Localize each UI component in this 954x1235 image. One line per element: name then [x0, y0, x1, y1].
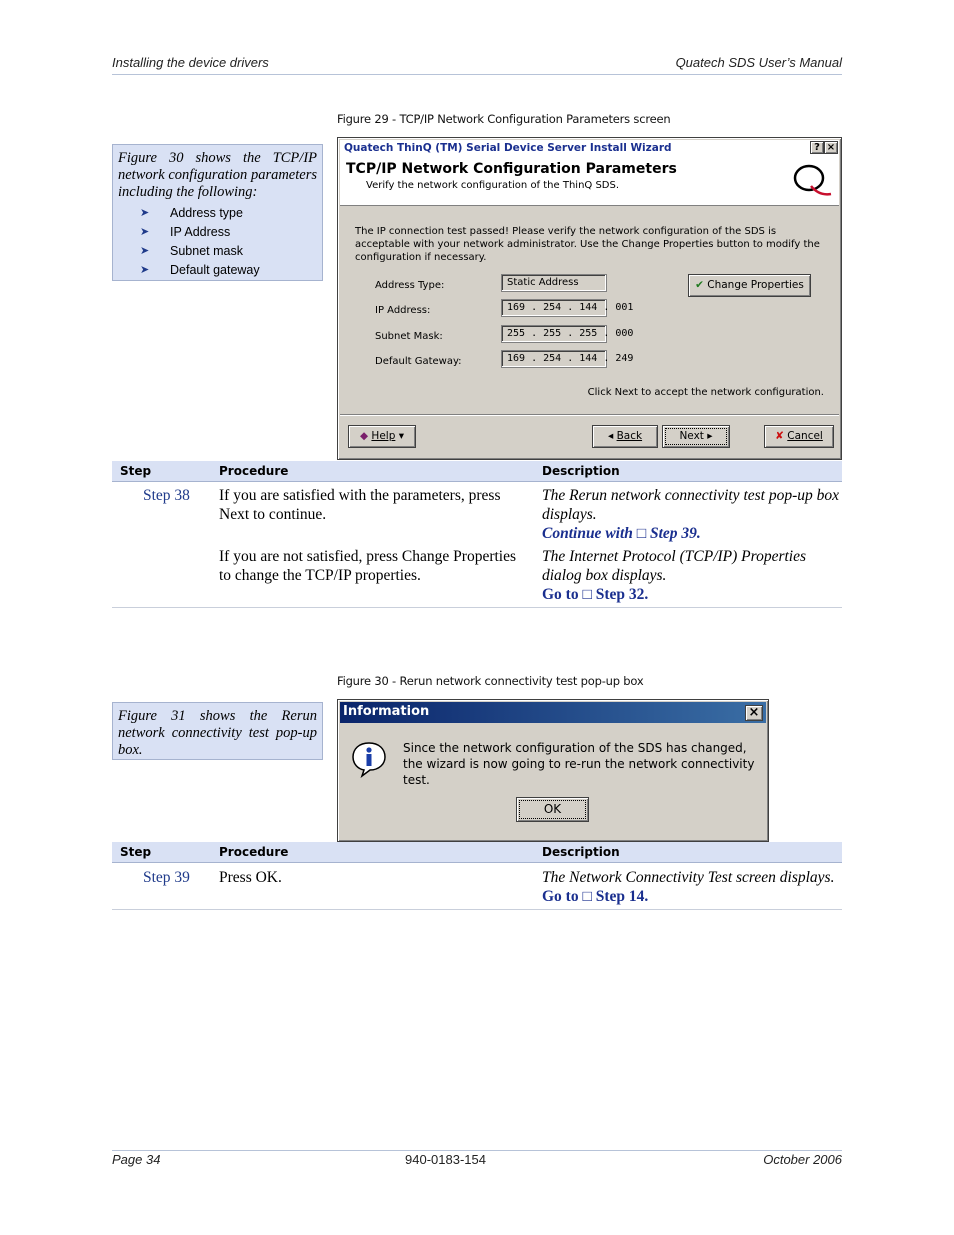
parameter-list: [118, 204, 317, 280]
default-gateway-field: 169 . 254 . 144 . 249: [501, 350, 607, 368]
ok-button[interactable]: OK: [516, 797, 589, 822]
wizard-subheading: Verify the network configuration of the ThinQ SDS.: [366, 180, 620, 191]
sidebox-text: Figure 30 shows the TCP/IP network configuration parameters including the following:: [118, 150, 317, 200]
wizard-heading: TCP/IP Network Configuration Parameters: [346, 161, 677, 177]
information-title: Information: [343, 704, 430, 719]
address-type-label: Address Type:: [375, 280, 445, 291]
description-text: The Internet Protocol (TCP/IP) Properties dialog box displays. Go to □ Step 32.: [542, 547, 842, 604]
sidebox-text: Figure 31 shows the Rerun network connectivity test pop-up box.: [118, 708, 317, 758]
quatech-logo-icon: [791, 162, 833, 198]
step-column-header: Step: [120, 464, 152, 478]
information-titlebar: [340, 702, 766, 723]
help-question-button[interactable]: ?: [810, 141, 824, 154]
figure-29-caption: Figure 29 - TCP/IP Network Configuration Parameters screen: [337, 112, 671, 126]
step-column-header: Step: [120, 845, 152, 859]
figure-31-sidebox: [112, 702, 323, 760]
procedure-text: Press OK.: [219, 869, 282, 886]
help-book-icon: ◆: [360, 430, 369, 442]
page-number: Page 34: [112, 1152, 161, 1167]
next-arrow-icon: ▸: [707, 430, 713, 442]
information-dialog: [337, 699, 769, 842]
procedure-column-header: Procedure: [219, 845, 289, 859]
button-separator: [340, 414, 839, 416]
step-39-label: Step 39: [143, 869, 190, 886]
list-item: ➤ Subnet mask: [140, 242, 317, 261]
description-column-header: Description: [542, 845, 620, 859]
subnet-mask-field: 255 . 255 . 255 . 000: [501, 325, 607, 343]
header-rule: [112, 74, 842, 75]
dropdown-arrow-icon: ▾: [398, 430, 404, 442]
wizard-window-title: Quatech ThinQ (TM) Serial Device Server Install Wizard: [344, 142, 672, 154]
procedure-text: If you are not satisfied, press Change Properties to change the TCP/IP properties.: [219, 548, 517, 584]
wizard-close-button[interactable]: ×: [824, 141, 838, 154]
document-number: 940-0183-154: [405, 1152, 486, 1167]
ip-address-label: IP Address:: [375, 305, 431, 316]
go-to-step-14-link[interactable]: Go to □ Step 14.: [542, 888, 649, 905]
table-bottom-rule: [112, 909, 842, 910]
cancel-x-icon: ✘: [775, 430, 784, 442]
next-button[interactable]: Next ▸: [662, 425, 730, 448]
info-icon: [350, 740, 388, 778]
arrow-bullet-icon: ➤: [140, 226, 150, 238]
list-item: ➤ Address type: [140, 204, 317, 223]
step-38-label: Step 38: [143, 487, 190, 504]
install-wizard-window: [337, 137, 842, 460]
change-properties-button[interactable]: ✔ Change Properties: [688, 274, 811, 297]
checkmark-icon: ✔: [695, 279, 704, 291]
running-header-right: Quatech SDS User’s Manual: [675, 55, 842, 70]
default-gateway-label: Default Gateway:: [375, 356, 462, 367]
footer-rule: [112, 1150, 842, 1151]
description-column-header: Description: [542, 464, 620, 478]
procedure-text: If you are satisfied with the parameters, press Next to continue.: [219, 487, 501, 523]
address-type-field: Static Address: [501, 274, 607, 292]
connection-test-message: The IP connection test passed! Please verify the network configuration of the SDS is acceptable with your network administrator. Use the Change Properties button to modify the configuration if necessary.: [355, 226, 820, 263]
back-button[interactable]: ◂ Back: [592, 425, 658, 448]
ip-address-field: 169 . 254 . 144 . 001: [501, 299, 607, 317]
description-text: The Rerun network connectivity test pop-up box displays. Continue with □ Step 39.: [542, 486, 842, 543]
wizard-header: [340, 158, 839, 206]
running-header-left: Installing the device drivers: [112, 55, 269, 70]
list-item: ➤ IP Address: [140, 223, 317, 242]
procedure-column-header: Procedure: [219, 464, 289, 478]
help-button[interactable]: ◆ Help ▾: [348, 425, 416, 448]
subnet-mask-label: Subnet Mask:: [375, 331, 443, 342]
cancel-button[interactable]: ✘ Cancel: [764, 425, 834, 448]
next-hint-text: Click Next to accept the network configuration.: [587, 387, 824, 398]
description-text: The Network Connectivity Test screen displays. Go to □ Step 14.: [542, 869, 835, 905]
list-item: ➤ Default gateway: [140, 261, 317, 280]
information-message: Since the network configuration of the SDS has changed, the wizard is now going to re-run the network connectivity test.: [403, 741, 755, 787]
back-arrow-icon: ◂: [607, 430, 614, 442]
publication-date: October 2006: [763, 1152, 842, 1167]
table-bottom-rule: [112, 607, 842, 608]
go-to-step-32-link[interactable]: Go to □ Step 32.: [542, 586, 649, 603]
table-header: [112, 461, 842, 482]
table-header: [112, 842, 842, 863]
wizard-titlebar: [340, 140, 839, 158]
figure-30-caption: Figure 30 - Rerun network connectivity test pop-up box: [337, 674, 644, 688]
arrow-bullet-icon: ➤: [140, 207, 150, 219]
continue-step-39-link[interactable]: Continue with □ Step 39.: [542, 525, 701, 542]
arrow-bullet-icon: ➤: [140, 245, 150, 257]
information-close-button[interactable]: ×: [745, 705, 763, 721]
arrow-bullet-icon: ➤: [140, 264, 150, 276]
figure-30-sidebox: [112, 144, 323, 281]
